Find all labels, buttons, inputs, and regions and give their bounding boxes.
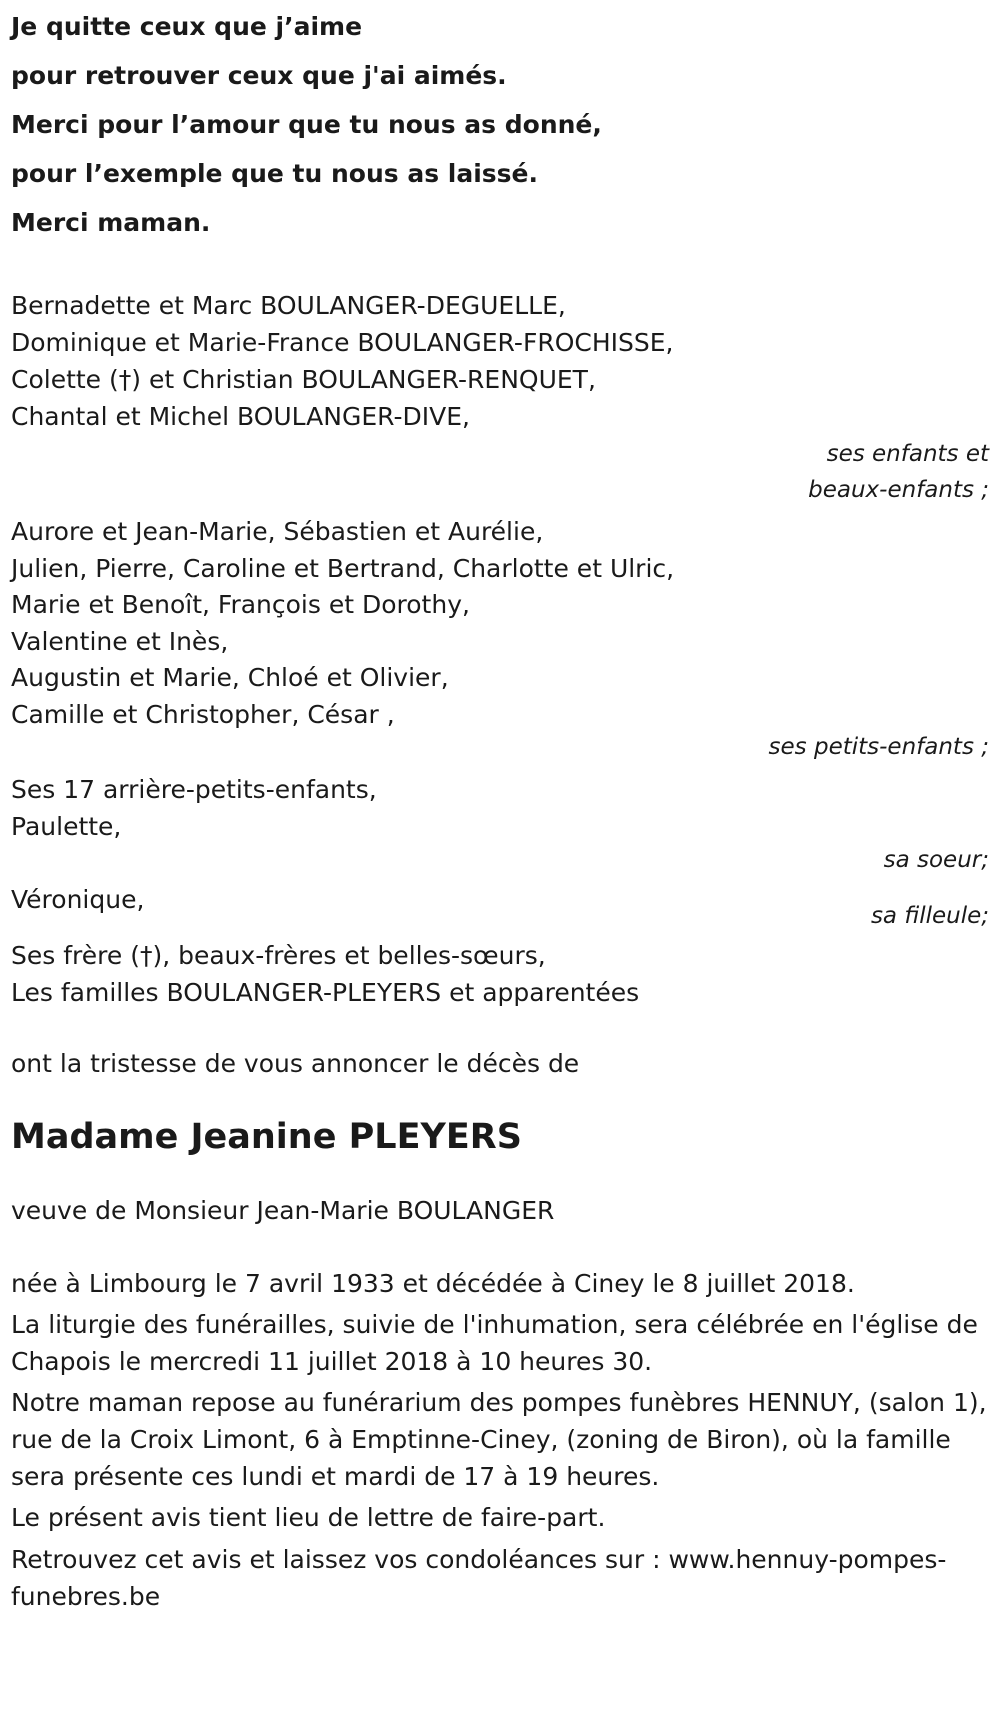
family-line: Paulette,	[11, 812, 122, 841]
goddaughter-section	[11, 881, 989, 937]
family-line: Augustin et Marie, Chloé et Olivier,	[11, 663, 449, 692]
funerarium-text: Notre maman repose au funérarium des pompes funèbres HENNUY, (salon 1), rue de la Croix Limont, 6 à Emptinne-Ciney, (zoning de Biron), où la famille sera présente ces lundi et mardi de 17 à 19 heures.	[11, 1388, 987, 1491]
poem-line: Je quitte ceux que j’aime	[11, 12, 363, 41]
family-line: Ses frère (†), beaux-frères et belles-sœurs,	[11, 941, 546, 970]
great-grandchildren-section	[11, 771, 989, 875]
relation-label: beaux-enfants ;	[808, 477, 989, 503]
birth-death-text: née à Limbourg le 7 avril 1933 et décédée à Ciney le 8 juillet 2018.	[11, 1269, 855, 1298]
other-family-section	[11, 937, 989, 1011]
family-line: Julien, Pierre, Caroline et Bertrand, Charlotte et Ulric,	[11, 553, 675, 583]
poem-line: Merci pour l’amour que tu nous as donné,	[11, 110, 602, 139]
poem-line: pour retrouver ceux que j'ai aimés.	[11, 61, 507, 90]
details-section	[11, 1263, 989, 1615]
family-line: Les familles BOULANGER-PLEYERS et apparentées	[11, 978, 640, 1007]
poem	[11, 0, 989, 247]
relation-label: ses petits-enfants ;	[768, 734, 989, 760]
family-line: Camille et Christopher, César ,	[11, 699, 395, 729]
family-line: Véronique,	[11, 885, 145, 914]
family-line: Bernadette et Marc BOULANGER-DEGUELLE,	[11, 291, 566, 320]
family-line: Aurore et Jean-Marie, Sébastien et Aurélie,	[11, 517, 544, 546]
notice-text: Le présent avis tient lieu de lettre de faire-part.	[11, 1503, 606, 1532]
funeral-text: La liturgie des funérailles, suivie de l'inhumation, sera célébrée en l'église de Chapois le mercredi 11 juillet 2018 à 10 heures 30.	[11, 1310, 978, 1376]
poem-line: Merci maman.	[11, 208, 211, 237]
family-line: Dominique et Marie-France BOULANGER-FROCHISSE,	[11, 328, 674, 357]
relation-label: sa filleule;	[870, 903, 989, 929]
obituary-notice	[11, 0, 989, 1615]
family-line: Marie et Benoît, François et Dorothy,	[11, 590, 470, 619]
poem-line: pour l’exemple que tu nous as laissé.	[11, 159, 539, 188]
family-line: Colette (†) et Christian BOULANGER-RENQUET,	[11, 365, 596, 394]
announcement-text: ont la tristesse de vous annoncer le décès de	[11, 1049, 580, 1078]
widow-of-text: veuve de Monsieur Jean-Marie BOULANGER	[11, 1196, 555, 1225]
children-section	[11, 287, 989, 507]
grandchildren-section	[11, 514, 989, 761]
family-line: Chantal et Michel BOULANGER-DIVE,	[11, 402, 470, 431]
family-line: Valentine et Inès,	[11, 626, 229, 656]
relation-label: sa soeur;	[883, 847, 989, 873]
condolences-text: Retrouvez cet avis et laissez vos condoléances sur : www.hennuy-pompes-funebres.be	[11, 1545, 947, 1611]
relation-label: ses enfants et	[826, 441, 989, 467]
deceased-name: Madame Jeanine PLEYERS	[11, 1117, 522, 1157]
family-line: Ses 17 arrière-petits-enfants,	[11, 775, 377, 804]
